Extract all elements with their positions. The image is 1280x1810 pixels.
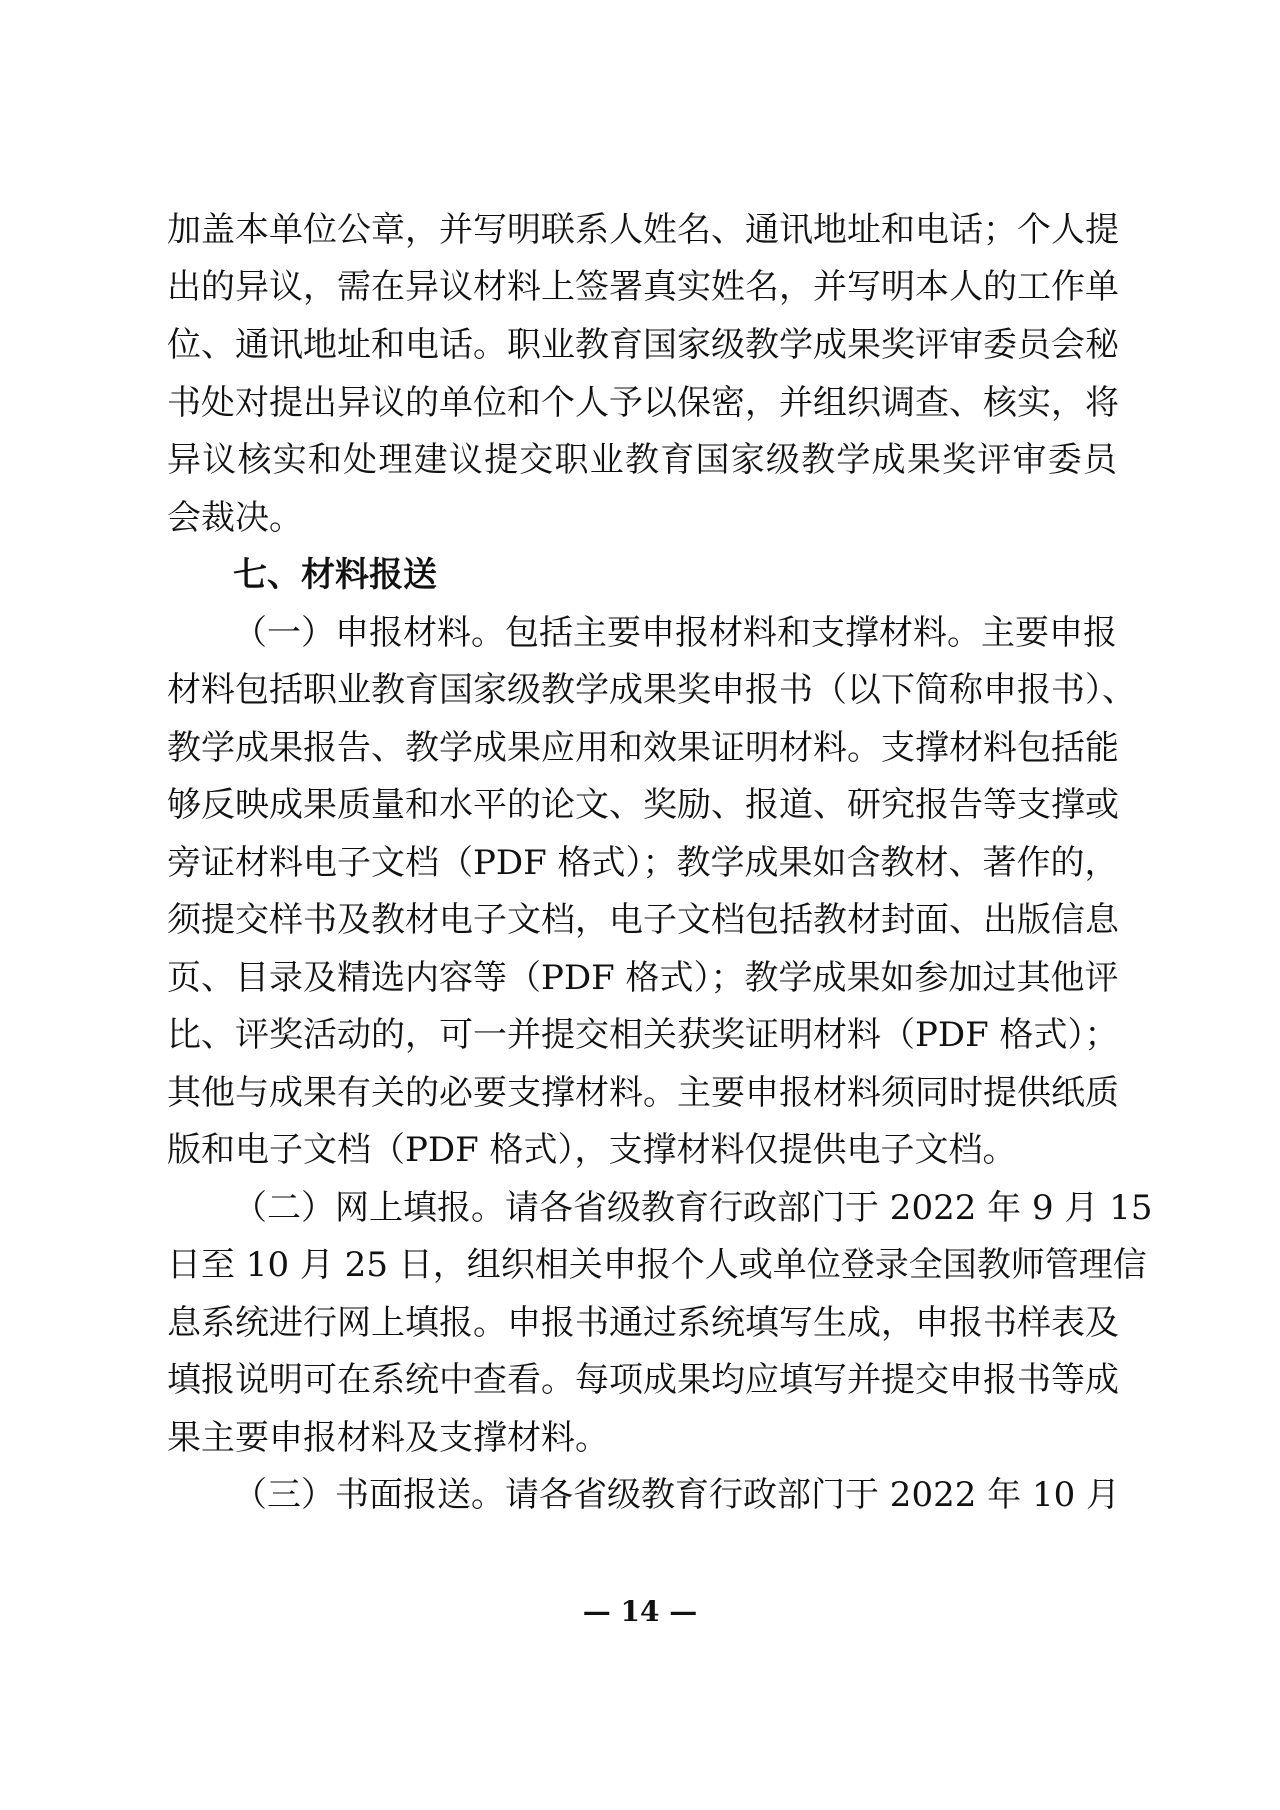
text-line: 须提交样书及教材电子文档，电子文档包括教材封面、出版信息 <box>167 900 1119 940</box>
text-line: 日至 10 月 25 日，组织相关申报个人或单位登录全国教师管理信 <box>167 1245 1147 1285</box>
text-line: 页、目录及精选内容等（PDF 格式）；教学成果如参加过其他评 <box>167 958 1119 998</box>
text-line: 会裁决。 <box>167 498 303 538</box>
page-number: — 14 — <box>582 1595 698 1628</box>
text-line: 材料包括职业教育国家级教学成果奖申报书（以下简称申报书）、 <box>167 670 1136 710</box>
text-line: 版和电子文档（PDF 格式），支撑材料仅提供电子文档。 <box>167 1130 1017 1170</box>
text-line: 旁证材料电子文档（PDF 格式）；教学成果如含教材、著作的， <box>167 843 1119 883</box>
section-heading: 七、材料报送 <box>233 555 437 595</box>
text-line: 填报说明可在系统中查看。每项成果均应填写并提交申报书等成 <box>167 1360 1119 1400</box>
text-line: 加盖本单位公章，并写明联系人姓名、通讯地址和电话；个人提 <box>167 210 1119 250</box>
text-line: 比、评奖活动的，可一并提交相关获奖证明材料（PDF 格式）； <box>167 1015 1119 1055</box>
text-line: 息系统进行网上填报。申报书通过系统填写生成，申报书样表及 <box>167 1303 1119 1343</box>
text-line: 位、通讯地址和电话。职业教育国家级教学成果奖评审委员会秘 <box>167 325 1119 365</box>
text-line: （一）申报材料。包括主要申报材料和支撑材料。主要申报 <box>233 613 1117 653</box>
text-line: （二）网上填报。请各省级教育行政部门于 2022 年 9 月 15 <box>233 1188 1153 1228</box>
text-line: 书处对提出异议的单位和个人予以保密，并组织调查、核实，将 <box>167 383 1119 423</box>
text-line: 异议核实和处理建议提交职业教育国家级教学成果奖评审委员 <box>167 440 1117 480</box>
text-line: （三）书面报送。请各省级教育行政部门于 2022 年 10 月 <box>233 1475 1121 1515</box>
text-line: 其他与成果有关的必要支撑材料。主要申报材料须同时提供纸质 <box>167 1073 1119 1113</box>
text-line: 教学成果报告、教学成果应用和效果证明材料。支撑材料包括能 <box>167 728 1119 768</box>
text-line: 果主要申报材料及支撑材料。 <box>167 1418 609 1458</box>
text-line: 够反映成果质量和水平的论文、奖励、报道、研究报告等支撑或 <box>167 785 1119 825</box>
text-line: 出的异议，需在异议材料上签署真实姓名，并写明本人的工作单 <box>167 267 1119 307</box>
